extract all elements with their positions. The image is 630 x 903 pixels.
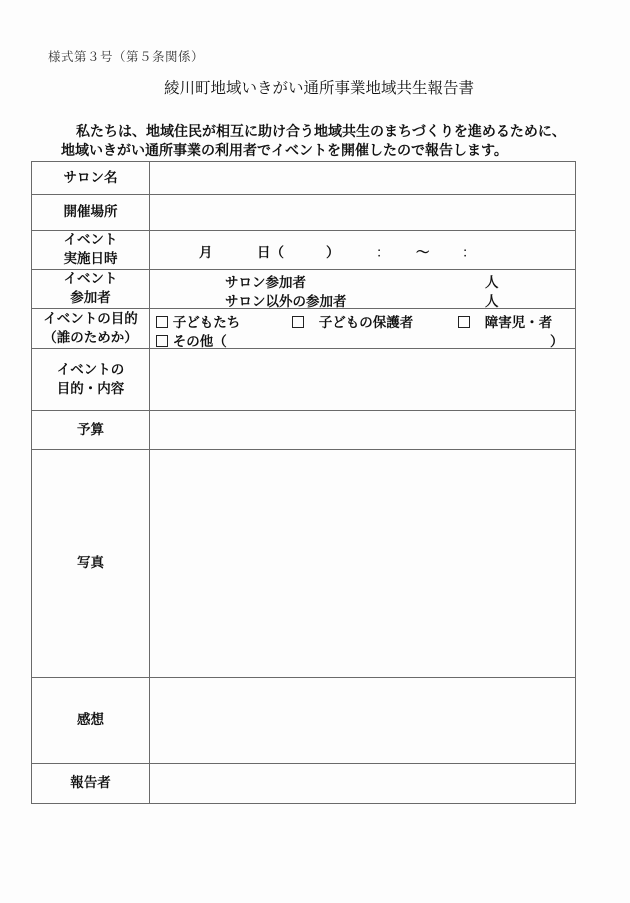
weekday-close: ） xyxy=(326,245,340,261)
label-datetime-line1: イベント xyxy=(63,232,118,248)
budget-field[interactable] xyxy=(150,411,576,450)
option-other[interactable] xyxy=(156,330,227,350)
salon-name-field[interactable] xyxy=(150,162,576,195)
label-purpose-target xyxy=(32,309,150,349)
row-purpose-target xyxy=(32,309,576,349)
salon-participants-label: サロン参加者 xyxy=(225,275,306,291)
photo-field[interactable] xyxy=(150,450,576,678)
option-other-label: その他（ xyxy=(172,334,227,350)
label-purpose-content xyxy=(32,349,150,411)
row-impressions xyxy=(32,678,576,764)
row-purpose-content xyxy=(32,349,576,411)
label-participants-line1: イベント xyxy=(63,271,118,287)
checkbox-icon[interactable] xyxy=(292,316,304,328)
label-purpose-content-line2: 目的・内容 xyxy=(56,380,125,397)
day-label: 日（ xyxy=(257,245,284,261)
label-purpose-target-line1: イベントの目的 xyxy=(43,310,138,327)
row-datetime xyxy=(32,231,576,270)
start-time-colon: ： xyxy=(376,245,390,261)
other-participants-label: サロン以外の参加者 xyxy=(225,294,347,310)
impressions-field[interactable] xyxy=(150,678,576,764)
intro-paragraph xyxy=(61,123,601,161)
label-datetime xyxy=(32,231,150,270)
label-purpose-content-line1: イベントの xyxy=(56,361,125,378)
checkbox-icon[interactable] xyxy=(156,316,168,328)
option-disabled-label: 障害児・者 xyxy=(484,315,553,331)
purpose-content-field[interactable] xyxy=(150,349,576,411)
label-budget: 予算 xyxy=(32,411,150,450)
label-purpose-target-line2: （誰のためか） xyxy=(43,329,138,346)
row-participants xyxy=(32,270,576,309)
label-venue: 開催場所 xyxy=(32,195,150,231)
other-participants-unit: 人 xyxy=(485,294,499,310)
label-datetime-line2: 実施日時 xyxy=(63,251,118,267)
row-salon-name xyxy=(32,162,576,195)
label-impressions: 感想 xyxy=(32,678,150,764)
row-photo xyxy=(32,450,576,678)
label-photo: 写真 xyxy=(32,450,150,678)
purpose-target-field xyxy=(150,309,576,349)
form-number: 様式第３号（第５条関係） xyxy=(48,49,205,64)
label-salon-name: サロン名 xyxy=(32,162,150,195)
option-guardians-label: 子どもの保護者 xyxy=(318,315,414,331)
report-table xyxy=(31,161,576,804)
row-budget xyxy=(32,411,576,450)
option-guardians[interactable] xyxy=(292,311,413,331)
page-title: 綾川町地域いきがい通所事業地域共生報告書 xyxy=(163,79,474,97)
datetime-field[interactable] xyxy=(150,231,576,270)
row-venue xyxy=(32,195,576,231)
month-label: 月 xyxy=(199,245,213,261)
salon-participants-unit: 人 xyxy=(485,275,499,291)
time-range-tilde: 〜 xyxy=(416,245,430,261)
label-participants xyxy=(32,270,150,309)
checkbox-icon[interactable] xyxy=(156,335,168,347)
option-disabled[interactable] xyxy=(458,311,552,331)
participants-field[interactable] xyxy=(150,270,576,309)
option-children[interactable] xyxy=(156,311,240,331)
end-time-colon: ： xyxy=(462,245,476,261)
row-reporter xyxy=(32,764,576,804)
option-other-close: ） xyxy=(550,334,564,350)
label-reporter: 報告者 xyxy=(32,764,150,804)
option-children-label: 子どもたち xyxy=(172,315,241,331)
venue-field[interactable] xyxy=(150,195,576,231)
checkbox-icon[interactable] xyxy=(458,316,470,328)
intro-line-1: 私たちは、地域住民が相互に助け合う地域共生のまちづくりを進めるために、 xyxy=(76,124,566,140)
intro-line-2: 地域いきがい通所事業の利用者でイベントを開催したので報告します。 xyxy=(61,143,508,159)
reporter-field[interactable] xyxy=(150,764,576,804)
label-participants-line2: 参加者 xyxy=(70,290,111,306)
